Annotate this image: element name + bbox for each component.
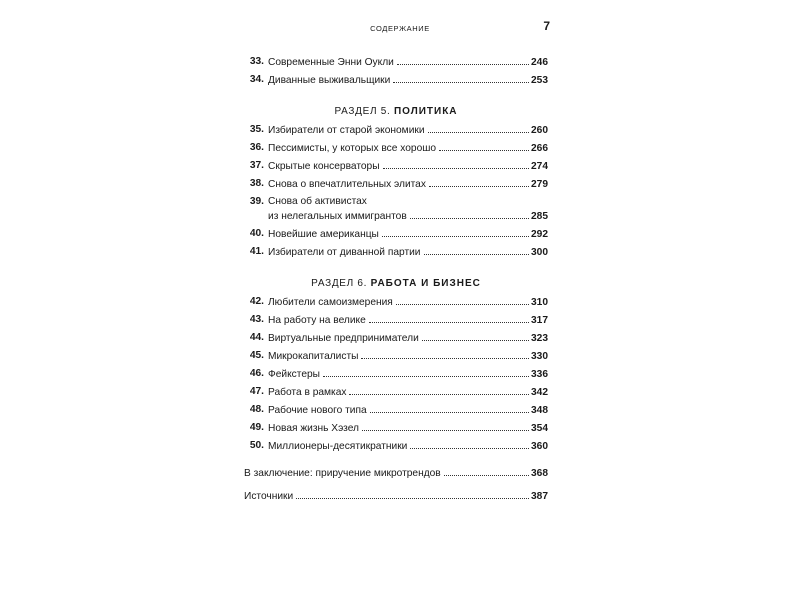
entry-title: Снова об активистах xyxy=(268,196,367,207)
section-name: ПОЛИТИКА xyxy=(393,106,458,117)
entry-number: 33. xyxy=(249,56,264,67)
entry-title: Скрытые консерваторы xyxy=(268,161,380,172)
entry-page: 279 xyxy=(531,179,548,190)
entry-page: 260 xyxy=(531,125,548,136)
entry-page: 342 xyxy=(531,387,548,398)
entry-title: На работу на велике xyxy=(268,315,366,326)
toc-entry xyxy=(244,73,548,87)
entry-title: Новейшие американцы xyxy=(268,229,379,240)
entry-page: 368 xyxy=(531,468,548,479)
section-name: РАБОТА И БИЗНЕС xyxy=(370,278,481,289)
entry-title: Работа в рамках xyxy=(268,387,347,398)
page-number: 7 xyxy=(543,19,550,33)
entry-number: 49. xyxy=(249,422,264,433)
entry-page: 330 xyxy=(531,351,548,362)
toc-entry-continuation xyxy=(268,209,548,223)
entry-number: 50. xyxy=(249,440,264,451)
leader-dots xyxy=(369,313,529,323)
entry-page: 246 xyxy=(531,57,548,68)
section-prefix: РАЗДЕЛ 6. xyxy=(311,278,368,289)
entry-number: 34. xyxy=(249,74,264,85)
entry-number: 36. xyxy=(249,142,264,153)
toc-entry xyxy=(244,245,548,259)
leader-dots xyxy=(296,489,529,499)
toc-entry xyxy=(244,195,548,209)
entry-page: 253 xyxy=(531,75,548,86)
entry-title: Микрокапиталисты xyxy=(268,351,359,362)
entry-number: 37. xyxy=(249,160,264,171)
section-heading xyxy=(244,277,548,291)
entry-title: Виртуальные предприниматели xyxy=(268,333,419,344)
entry-title: В заключение: приручение микротрендов xyxy=(244,468,441,479)
entry-title: Избиратели от диванной партии xyxy=(268,247,421,258)
leader-dots xyxy=(396,295,529,305)
leader-dots xyxy=(422,331,529,341)
entry-page: 285 xyxy=(531,211,548,222)
entry-number: 48. xyxy=(249,404,264,415)
toc-entry xyxy=(244,159,548,173)
leader-dots xyxy=(410,209,529,219)
entry-number: 45. xyxy=(249,350,264,361)
entry-title: Избиратели от старой экономики xyxy=(268,125,425,136)
leader-dots xyxy=(349,385,529,395)
entry-page: 336 xyxy=(531,369,548,380)
toc-entry xyxy=(244,367,548,381)
entry-title: Источники xyxy=(244,491,294,502)
leader-dots xyxy=(383,159,529,169)
toc-entry xyxy=(244,385,548,399)
entry-title: Фейкстеры xyxy=(268,369,320,380)
toc-entry xyxy=(244,227,548,241)
leader-dots xyxy=(410,439,529,449)
toc-entry xyxy=(244,331,548,345)
entry-number: 47. xyxy=(249,386,264,397)
leader-dots xyxy=(424,245,529,255)
entry-number: 39. xyxy=(249,196,264,207)
entry-page: 300 xyxy=(531,247,548,258)
leader-dots xyxy=(429,177,529,187)
entry-page: 274 xyxy=(531,161,548,172)
entry-title: Снова о впечатлительных элитах xyxy=(268,179,426,190)
entry-number: 44. xyxy=(249,332,264,343)
toc-entry xyxy=(244,349,548,363)
toc-entry xyxy=(244,123,548,137)
toc-entry xyxy=(244,421,548,435)
toc-entry-sources xyxy=(244,489,548,503)
entry-number: 43. xyxy=(249,314,264,325)
entry-title: Новая жизнь Хэзел xyxy=(268,423,359,434)
leader-dots xyxy=(439,141,529,151)
entry-page: 354 xyxy=(531,423,548,434)
entry-title: Любители самоизмерения xyxy=(268,297,393,308)
leader-dots xyxy=(444,466,529,476)
leader-dots xyxy=(323,367,529,377)
toc-entry-conclusion xyxy=(244,466,548,480)
entry-number: 41. xyxy=(249,246,264,257)
toc-entry xyxy=(244,177,548,191)
entry-page: 360 xyxy=(531,441,548,452)
entry-title: Пессимисты, у которых все хорошо xyxy=(268,143,437,154)
toc-entry xyxy=(244,295,548,309)
toc-entry xyxy=(244,141,548,155)
leader-dots xyxy=(370,403,529,413)
entry-page: 387 xyxy=(531,491,548,502)
leader-dots xyxy=(361,349,529,359)
leader-dots xyxy=(428,123,529,133)
entry-page: 323 xyxy=(531,333,548,344)
entry-page: 266 xyxy=(531,143,548,154)
leader-dots xyxy=(362,421,529,431)
entry-number: 38. xyxy=(249,178,264,189)
toc-entry xyxy=(244,55,548,69)
entry-number: 35. xyxy=(249,124,264,135)
entry-page: 310 xyxy=(531,297,548,308)
leader-dots xyxy=(397,55,529,65)
toc-entry xyxy=(244,439,548,453)
entry-page: 317 xyxy=(531,315,548,326)
entry-title-line2: из нелегальных иммигрантов xyxy=(268,211,407,222)
toc-entry xyxy=(244,403,548,417)
toc-entry xyxy=(244,313,548,327)
running-head: СОДЕРЖАНИЕ xyxy=(370,24,430,33)
entry-title: Миллионеры-десятикратники xyxy=(268,441,408,452)
section-prefix: РАЗДЕЛ 5. xyxy=(334,106,391,117)
entry-page: 348 xyxy=(531,405,548,416)
leader-dots xyxy=(382,227,529,237)
entry-title: Диванные выживальщики xyxy=(268,75,391,86)
entry-number: 46. xyxy=(249,368,264,379)
entry-number: 40. xyxy=(249,228,264,239)
entry-page: 292 xyxy=(531,229,548,240)
entry-title: Рабочие нового типа xyxy=(268,405,367,416)
entry-title: Современные Энни Оукли xyxy=(268,57,394,68)
entry-number: 42. xyxy=(249,296,264,307)
leader-dots xyxy=(393,73,529,83)
section-heading xyxy=(244,105,548,119)
